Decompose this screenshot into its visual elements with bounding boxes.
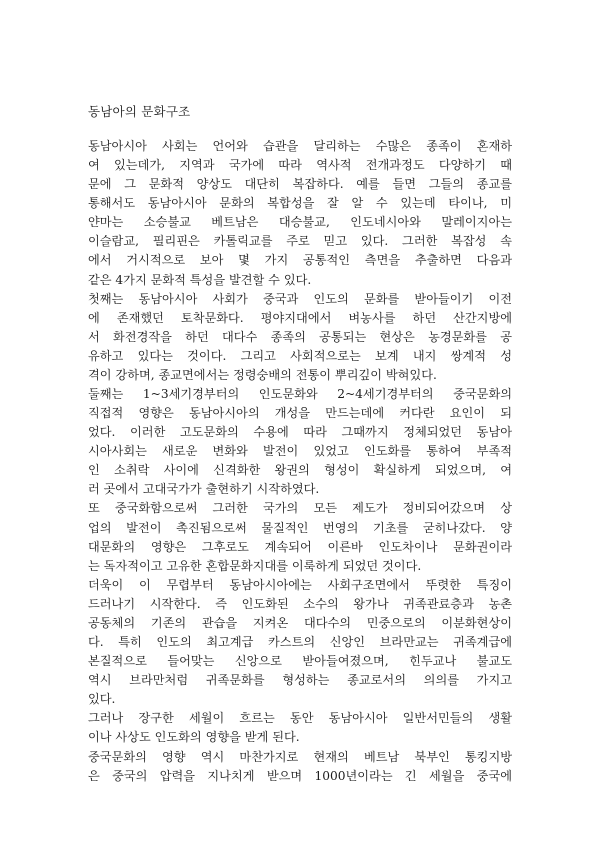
body-line: 서 화전경작을 하던 대다수 종족의 공통되는 현상은 농경문화를 공	[88, 329, 512, 344]
body-line: 여 있는데가, 지역과 국가에 따라 역사적 전개과정도 다양하기 때	[88, 158, 512, 173]
body-line: 역시 브라만처럼 귀족문화를 형성하는 종교로서의 의의를 가지고	[88, 673, 512, 688]
body-line: 에 존재했던 토착문화다. 평야지대에서 벼농사를 하던 산간지방에	[88, 310, 512, 325]
body-line: 격이 강하며, 종교면에서는 정령숭배의 전통이 뿌리깊이 박혀있다.	[88, 367, 437, 382]
body-line: 얀마는 소승불교 베트남은 대승불교, 인도네시아와 말레이지아는	[88, 215, 512, 230]
body-line: 이나 사상도 인도화의 영향을 받게 된다.	[88, 730, 300, 745]
body-line: 같은 4가지 문화적 특성을 발견할 수 있다.	[88, 272, 312, 287]
body-line: 다. 특히 인도의 최고계급 카스트의 신앙인 브라만교는 귀족계급에	[88, 635, 512, 650]
body-line: 있다.	[88, 692, 116, 707]
body-line: 인 소취락 사이에 신격화한 왕권의 형성이 확실하게 되었으며, 여	[88, 463, 512, 478]
body-line: 본질적으로 들어맞는 신앙으로 받아들여졌으며, 힌두교나 불교도	[88, 654, 512, 669]
body-line: 둘째는 1~3세기경부터의 인도문화와 2~4세기경부터의 중국문화의	[88, 387, 512, 402]
document-body	[88, 137, 512, 786]
body-line: 시아사회는 새로운 변화와 발전이 있었고 인도화를 통하여 부족적	[88, 444, 512, 459]
body-line: 었다. 이러한 고도문화의 수용에 따라 그때까지 정체되었던 동남아	[88, 425, 512, 440]
body-line: 그러나 장구한 세월이 흐르는 동안 동남아시아 일반서민들의 생활	[88, 711, 512, 726]
body-line: 은 중국의 압력을 지나치게 받으며 1000년이라는 긴 세월을 중국에	[88, 768, 512, 783]
body-line: 드러나기 시작한다. 즉 인도화된 소수의 왕가나 귀족관료층과 농촌	[88, 596, 512, 611]
body-line: 러 곳에서 고대국가가 출현하기 시작하였다.	[88, 482, 320, 497]
document-title: 동남아의 문화구조	[88, 104, 191, 119]
body-line: 중국문화의 영향 역시 마찬가지로 현재의 베트남 북부인 통킹지방	[88, 749, 512, 764]
body-line: 첫째는 동남아시아 사회가 중국과 인도의 문화를 받아들이기 이전	[88, 291, 512, 306]
body-line: 유하고 있다는 것이다. 그리고 사회적으로는 보계 내지 쌍계적 성	[88, 348, 512, 363]
body-line: 에서 거시적으로 보아 몇 가지 공통적인 측면을 추출하면 다음과	[88, 253, 512, 268]
body-line: 이슬람교, 필리핀은 카톨릭교를 주로 믿고 있다. 그러한 복잡성 속	[88, 234, 512, 249]
body-line: 직접적 영향은 동남아시아의 개성을 만드는데에 커다란 요인이 되	[88, 406, 512, 421]
body-line: 동남아시아 사회는 언어와 습관을 달리하는 수많은 종족이 혼재하	[88, 139, 512, 153]
body-line: 대문화의 영향은 그후로도 계속되어 이른바 인도차이나 문화권이라	[88, 539, 512, 554]
body-line: 문에 그 문화적 양상도 대단히 복잡하다. 예를 들면 그들의 종교를	[88, 177, 512, 192]
body-line: 는 독자적이고 고유한 혼합문화지대를 이룩하게 되었던 것이다.	[88, 558, 422, 573]
body-line: 통해서도 동남아시아 문화의 복합성을 잘 알 수 있는데 타이나, 미	[88, 196, 512, 211]
body-line: 또 중국화함으로써 그러한 국가의 모든 제도가 정비되어갔으며 상	[88, 501, 512, 516]
body-line: 업의 발전이 촉진됨으로써 물질적인 번영의 기초를 굳히나갔다. 양	[88, 520, 512, 535]
body-line: 공동체의 기존의 관습을 지켜온 대다수의 민중으로의 이분화현상이	[88, 615, 512, 630]
body-line: 더욱이 이 무렵부터 동남아시아에는 사회구조면에서 뚜렷한 특징이	[88, 577, 512, 592]
